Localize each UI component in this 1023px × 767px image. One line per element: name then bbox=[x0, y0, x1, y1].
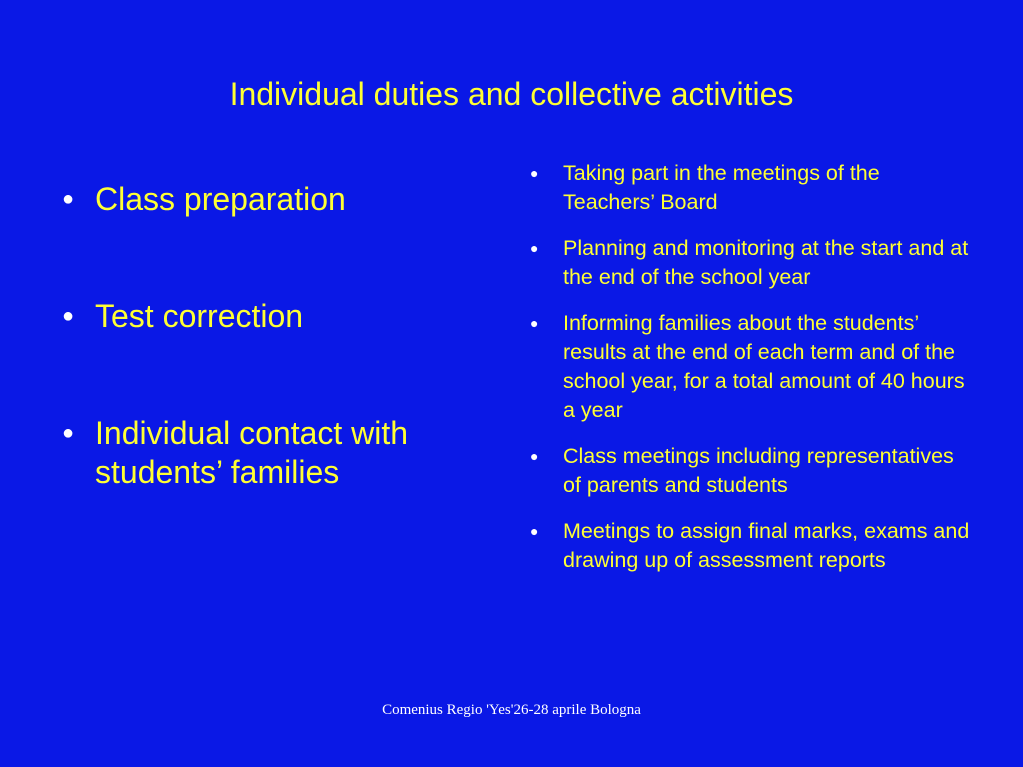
list-item bbox=[60, 414, 480, 492]
list-item-text: Test correction bbox=[95, 298, 304, 334]
bullet-dot-icon: ● bbox=[530, 448, 539, 464]
list-item-text: Meetings to assign final marks, exams and drawing up of assessment reports bbox=[563, 519, 970, 572]
list-item-text: Class meetings including representatives of parents and students bbox=[563, 444, 954, 497]
list-item bbox=[528, 234, 973, 292]
slide-footer: Comenius Regio 'Yes'26-28 aprile Bologna bbox=[382, 702, 641, 718]
left-bullet-list bbox=[60, 180, 480, 492]
bullet-dot-icon: ● bbox=[530, 165, 539, 181]
bullet-dot-icon: ● bbox=[530, 315, 539, 331]
bullet-dot-icon: ● bbox=[62, 305, 75, 327]
list-item bbox=[528, 159, 973, 217]
list-item-text: Taking part in the meetings of the Teachers’ Board bbox=[563, 161, 880, 214]
right-bullet-list bbox=[528, 159, 973, 575]
bullet-dot-icon: ● bbox=[62, 422, 75, 444]
slide-title: Individual duties and collective activities bbox=[229, 76, 794, 112]
list-item bbox=[528, 442, 973, 500]
list-item-text: Planning and monitoring at the start and at the end of the school year bbox=[563, 236, 969, 289]
list-item bbox=[528, 309, 973, 425]
bullet-dot-icon: ● bbox=[62, 188, 75, 210]
list-item-text: Individual contact with students’ families bbox=[95, 415, 409, 490]
list-item bbox=[528, 517, 973, 575]
bullet-dot-icon: ● bbox=[530, 240, 539, 256]
bullet-dot-icon: ● bbox=[530, 523, 539, 539]
list-item bbox=[60, 180, 480, 219]
list-item-text: Class preparation bbox=[95, 181, 346, 217]
list-item bbox=[60, 297, 480, 336]
list-item-text: Informing families about the students’ results at the end of each term and of the school year, for a total amount of 40 hours a year bbox=[563, 311, 965, 422]
